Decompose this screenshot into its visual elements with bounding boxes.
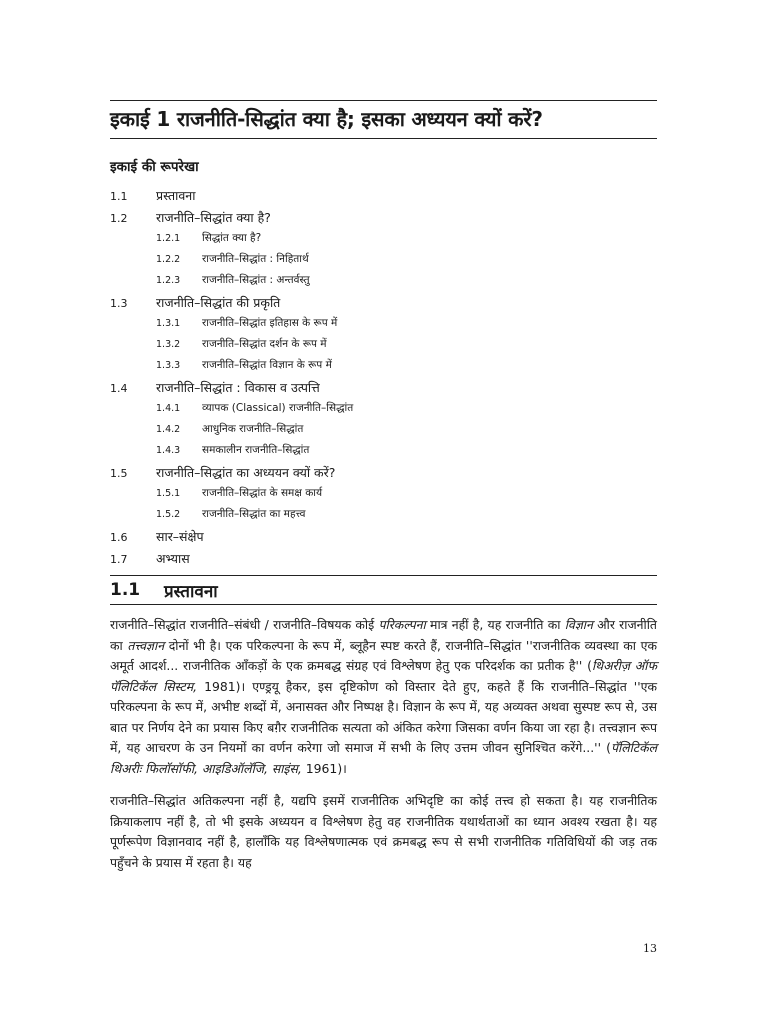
outline-item-label: अभ्यास: [156, 551, 190, 566]
outline-item: [110, 464, 657, 486]
text-run: राजनीति–सिद्धांत अतिकल्पना नहीं है, यद्यपि इसमें राजनीतिक अभिदृष्टि का कोई तत्त्व हो सकता है। यह राजनीतिक क्रियाकलाप नहीं है, तो भी इसके अध्ययन व विश्लेषण हेतु वह राजनीतिक यथार्थताओं का ध्यान अवश्य रखता है। यह पूर्णरूपेण विज्ञानवाद नहीं है, हालाँकि यह विश्लेषणात्मक एवं क्रमबद्ध रूप से सभी राजनीतिक गतिविधियों की जड़ तक पहुँचने के प्रयास में रहता है। यह: [110, 793, 657, 870]
text-run: 1981)। एण्ड्रयू हैकर, इस दृष्टिकोण को विस्तार देते हुए, कहते हैं कि राजनीति–सिद्धांत ''एक परिकल्पना के रूप में, अभीष्ट शब्दों में, अनासक्त और निष्पक्ष है। विज्ञान के रूप में, यह अव्यक्त अथवा सुस्पष्ट रूप से, उस बात पर निर्णय देने का प्रयास किए बग़ैर राजनीतिक सत्यता को अंकित करेगा जिसका वर्णन किया जा रहा है। तत्त्वज्ञान रूप में, यह आचरण के उन नियमों का वर्णन करेगा जो समाज में सभी के लिए उत्तम जीवन सुनिश्चित करेंगे...'' (: [110, 678, 657, 755]
text-run: 1961)।: [301, 760, 347, 776]
outline-item-number: 1.7: [110, 553, 128, 566]
text-run: मात्र नहीं है, यह राजनीति का: [425, 617, 565, 632]
italic-text: थिअरीज़ ऑफ पॅलिटिकॅल सिस्टम,: [110, 658, 657, 694]
outline-item-number: 1.4.2: [156, 424, 181, 435]
text-run: दोनों भी है। एक परिकल्पना के रूप में, ब्लूहैन स्पष्ट करते हैं, राजनीति–सिद्धांत ''राजनीतिक व्यवस्था का एक अमूर्त आदर्श... राजनीतिक आँकड़ों के एक क्रमबद्ध संग्रह एवं विश्लेषण हेतु एक परिदर्शक का प्रतीक है'' (: [110, 637, 657, 673]
outline-item-number: 1.3.1: [156, 318, 181, 329]
outline-item-label: आधुनिक राजनीति–सिद्धांत: [202, 423, 304, 435]
outline-item: [110, 231, 657, 252]
outline-item-label: सिद्धांत क्या है?: [202, 232, 262, 244]
outline-item-label: सार–संक्षेप: [156, 529, 204, 544]
outline-item: [110, 358, 657, 379]
outline-item-number: 1.4.1: [156, 403, 181, 414]
section-title-text: प्रस्तावना: [164, 581, 218, 602]
outline-item: [110, 187, 657, 209]
outline-item-label: प्रस्तावना: [156, 188, 196, 203]
outline-item: [110, 337, 657, 358]
title-bottom-rule: [110, 138, 657, 139]
outline-item: [110, 528, 657, 550]
section-title: [110, 576, 657, 604]
outline-item-label: राजनीति–सिद्धांत के समक्ष कार्य: [202, 487, 323, 499]
outline-item: [110, 550, 657, 572]
text-run: राजनीति–सिद्धांत राजनीति–संबंधी / राजनीति–विषयक कोई: [110, 617, 379, 632]
text-run: और राजनीति का: [110, 617, 657, 653]
outline-item-label: राजनीति–सिद्धांत की प्रकृति: [156, 295, 281, 310]
italic-text: पॅलिटिकॅल थिअरीः फिलॉसॉफी, आइडिऑलॅजि, साइंस,: [110, 740, 657, 776]
outline-item-number: 1.2: [110, 212, 128, 225]
outline-item: [110, 209, 657, 231]
outline-item: [110, 422, 657, 443]
title-top-rule: [110, 100, 657, 101]
paragraph: [110, 615, 657, 779]
outline-item-label: राजनीति–सिद्धांत : अन्तर्वस्तु: [202, 274, 310, 286]
outline-item-number: 1.3: [110, 297, 128, 310]
outline-item-label: राजनीति–सिद्धांत : निहितार्थ: [202, 253, 309, 265]
outline-item-label: राजनीति–सिद्धांत का अध्ययन क्यों करें?: [156, 465, 336, 480]
italic-text: परिकल्पना: [378, 617, 426, 632]
body-text: [110, 615, 657, 873]
outline-item-number: 1.5.2: [156, 509, 181, 520]
unit-title: इकाई 1 राजनीति-सिद्धांत क्या है; इसका अध्ययन क्यों करें?: [110, 107, 543, 131]
section-number: 1.1: [110, 580, 141, 600]
outline-item: [110, 316, 657, 337]
outline-item-label: राजनीति–सिद्धांत क्या है?: [156, 210, 271, 225]
outline-item-number: 1.5.1: [156, 488, 181, 499]
outline-list: [110, 187, 657, 572]
outline-item-label: राजनीति–सिद्धांत इतिहास के रूप में: [202, 317, 338, 329]
outline-item: [110, 379, 657, 401]
outline-item-number: 1.3.3: [156, 360, 181, 371]
outline-item: [110, 401, 657, 422]
outline-item-number: 1.4: [110, 382, 128, 395]
outline-item-number: 1.4.3: [156, 445, 181, 456]
outline-item-label: राजनीति–सिद्धांत दर्शन के रूप में: [202, 338, 327, 350]
outline-item-label: राजनीति–सिद्धांत विज्ञान के रूप में: [202, 359, 332, 371]
outline-item: [110, 443, 657, 464]
page-number: 13: [643, 942, 657, 955]
outline-item-number: 1.2.2: [156, 254, 181, 265]
outline-item-number: 1.2.3: [156, 275, 181, 286]
outline-item-number: 1.1: [110, 190, 128, 203]
outline-item-label: व्यापक (Classical) राजनीति–सिद्धांत: [202, 402, 354, 414]
outline-item: [110, 252, 657, 273]
italic-text: विज्ञान: [564, 617, 593, 632]
outline-item: [110, 486, 657, 507]
outline-item: [110, 507, 657, 528]
outline-item-label: समकालीन राजनीति–सिद्धांत: [202, 444, 310, 456]
outline-heading: इकाई की रूपरेखा: [110, 159, 199, 175]
outline-item-number: 1.3.2: [156, 339, 181, 350]
outline-item-number: 1.5: [110, 467, 128, 480]
outline-item-number: 1.6: [110, 531, 128, 544]
document-page: [110, 100, 657, 873]
paragraph: [110, 791, 657, 873]
outline-item: [110, 294, 657, 316]
italic-text: तत्त्वज्ञान: [127, 637, 165, 653]
outline-item-label: राजनीति–सिद्धांत का महत्त्व: [202, 508, 306, 520]
outline-item-label: राजनीति–सिद्धांत : विकास व उत्पत्ति: [156, 380, 320, 395]
outline-item-number: 1.2.1: [156, 233, 181, 244]
section-bottom-rule: [110, 604, 657, 605]
outline-item: [110, 273, 657, 294]
section-header: [110, 575, 657, 605]
